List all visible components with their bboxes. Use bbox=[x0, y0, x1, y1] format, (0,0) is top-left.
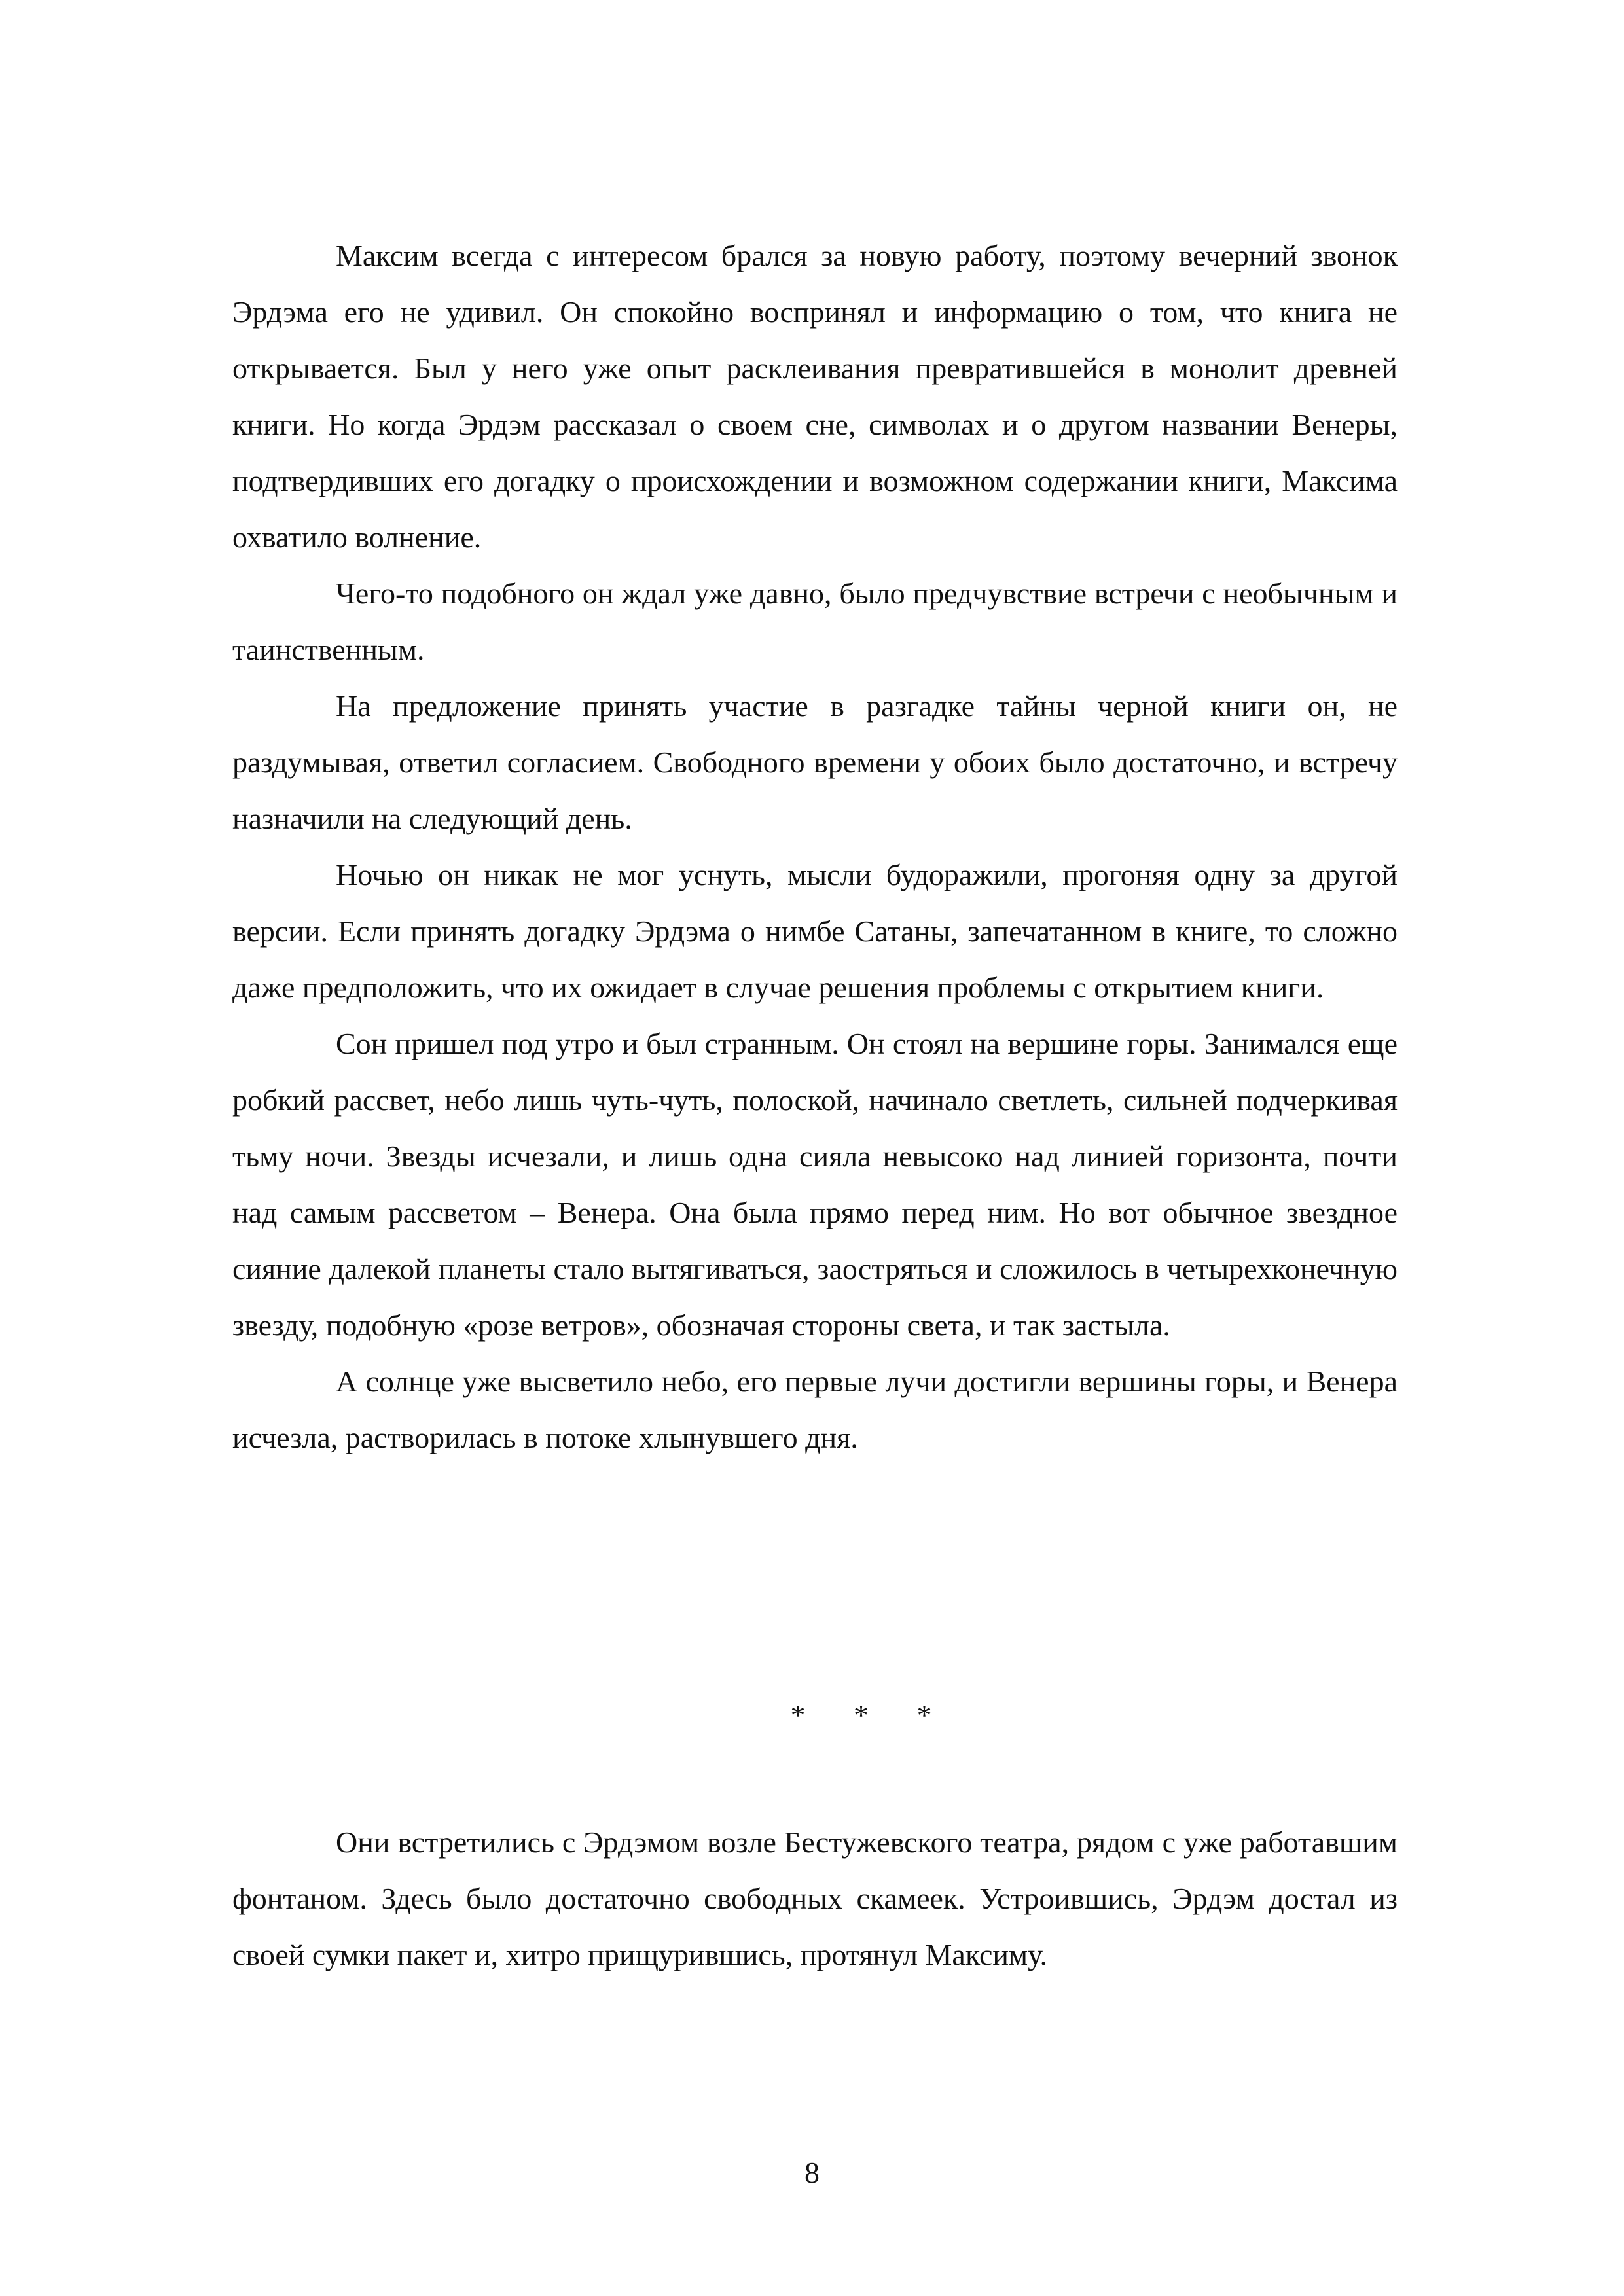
paragraph: На предложение принять участие в разгадке тайны черной книги он, не раздумывая, ответил согласием. Свободного времени у обоих было достаточно, и встречу назначили на следующий день. bbox=[232, 689, 1398, 835]
paragraph: Ночью он никак не мог уснуть, мысли будоражили, прогоняя одну за другой версии. Если принять догадку Эрдэма о нимбе Сатаны, запечатанном в книге, то сложно даже предположить, что их ожидает в случае решения проблемы с открытием книги. bbox=[232, 858, 1398, 1004]
paragraph: Они встретились с Эрдэмом возле Бестужевского театра, рядом с уже работавшим фонтаном. Здесь было достаточно свободных скамеек. Устроившись, Эрдэм достал из своей сумки пакет и, хитро прищурившись, протянул Максиму. bbox=[232, 1825, 1398, 1971]
section-separator bbox=[0, 1687, 1624, 1744]
continuation-text-section bbox=[232, 1814, 1398, 1983]
separator-asterisk: * bbox=[790, 1698, 806, 1732]
paragraph: Сон пришел под утро и был странным. Он стоял на вершине горы. Занимался еще робкий рассвет, небо лишь чуть-чуть, полоской, начинало светлеть, сильней подчеркивая тьму ночи. Звезды исчезали, и лишь одна сияла невысоко над линией горизонта, почти над самым рассветом – Венера. Она была прямо перед ним. Но вот обычное звездное сияние далекой планеты стало вытягиваться, заостряться и сложилось в четырехконечную звезду, подобную «розе ветров», обозначая стороны света, и так застыла. bbox=[232, 1027, 1398, 1342]
separator-asterisk: * bbox=[916, 1698, 932, 1732]
paragraph: Максим всегда с интересом брался за новую работу, поэтому вечерний звонок Эрдэма его не удивил. Он спокойно воспринял и информацию о том, что книга не открывается. Был у него уже опыт расклеивания превратившейся в монолит древней книги. Но когда Эрдэм рассказал о своем сне, символах и о другом названии Венеры, подтвердивших его догадку о происхождении и возможном содержании книги, Максима охватило волнение. bbox=[232, 239, 1398, 554]
page-number: 8 bbox=[804, 2156, 820, 2189]
paragraph: Чего-то подобного он ждал уже давно, было предчувствие встречи с необычным и таинственным. bbox=[232, 577, 1398, 666]
main-text-section bbox=[232, 228, 1398, 1466]
separator-asterisk: * bbox=[854, 1698, 869, 1732]
paragraph: А солнце уже высветило небо, его первые лучи достигли вершины горы, и Венера исчезла, растворилась в потоке хлынувшего дня. bbox=[232, 1365, 1398, 1454]
